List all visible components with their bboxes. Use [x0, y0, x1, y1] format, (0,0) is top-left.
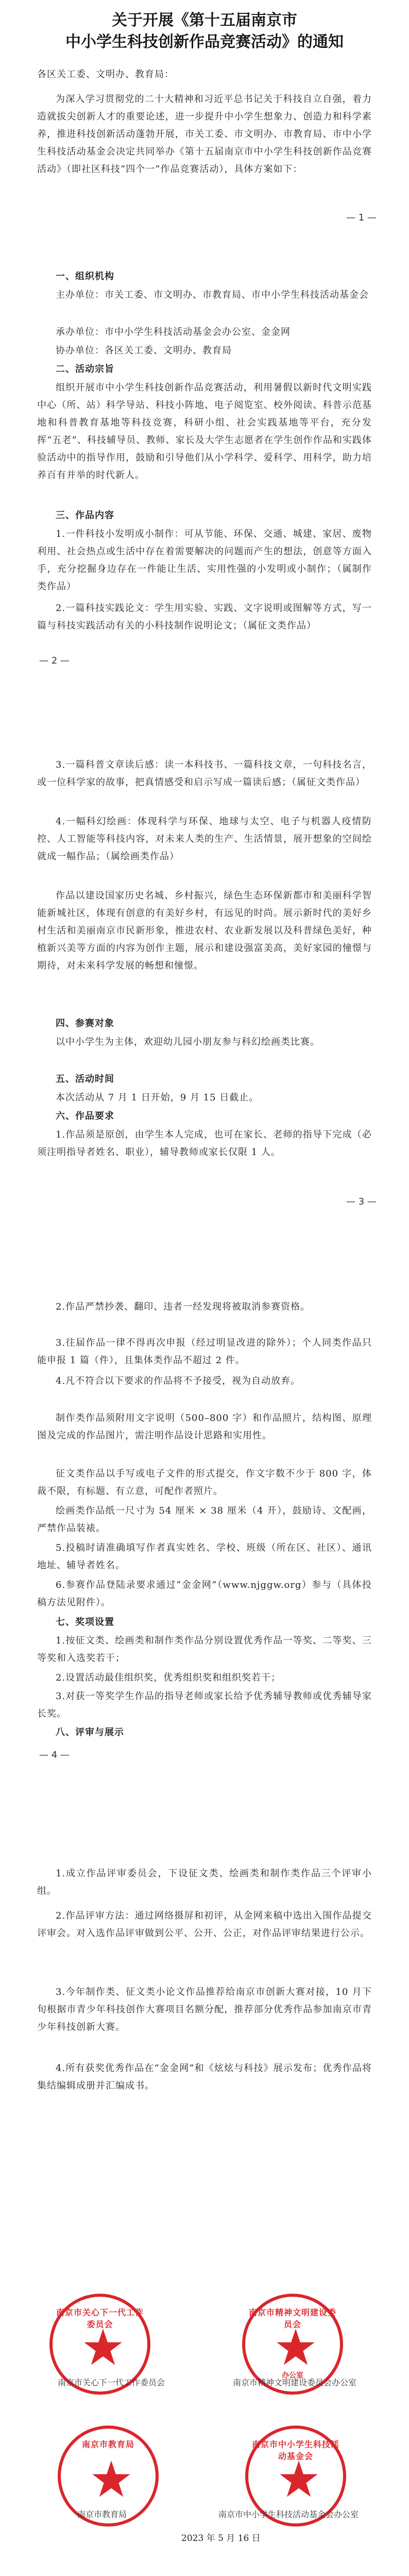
requirement-4-production: 制作类作品须附用文字说明（500–800 字）和作品照片，结构图、原理图及完成的作品图片，需注明作品设计思路和实用性。 [37, 1413, 372, 1441]
section-heading-review: 八、评审与展示 [56, 1727, 124, 1738]
purpose-paragraph: 组织开展市中小学生科技创新作品竞赛活动，利用暑假以新时代文明实践中心（所、站）科学导站、科技小阵地、电子阅览室、校外阅读、科普示范基地和科普教育基地等科技竞赛，科研小组、社会实践基地等平台，充分发挥“五老”、科技辅导员、教师、家长及大学生志愿者在学生创作作品和实践体验活动中的指导作用，鼓励和引导他们从小学科学、爱科学、用科学，助力培养百有并举的时代新人。 [37, 382, 372, 481]
requirement-6: 6.参赛作品登陆录要求通过“金金网”（www.njggw.org）参与（具体投稿方法见附件）。 [37, 1580, 372, 1608]
section-heading-content: 三、作品内容 [56, 510, 114, 521]
section-heading-purpose: 二、活动宗旨 [56, 364, 114, 375]
section-heading-participants: 四、参赛对象 [56, 1018, 114, 1029]
page-number-1: — 1 — [346, 212, 377, 223]
section-heading-organization: 一、组织机构 [56, 271, 114, 282]
star-icon [278, 2459, 319, 2500]
review-4: 4.所有获奖优秀作品在“金金网”和《炫炫与科技》展示发布；优秀作品将集结编辑成册并汇编成书。 [37, 2063, 372, 2091]
content-item-2: 2.一篇科技实践论文：学生用实验、实践、文字说明或图解等方式，写一篇与科技实践活动有关的小科技制作说明论文；（属征文类作品） [37, 603, 372, 631]
section-heading-awards: 七、奖项设置 [56, 1617, 114, 1628]
review-2: 2.作品评审方法：通过网络摄屏和初评，从金网来稿中选出入围作品提交评审会。对入选作品评审做到公平、公开、公正，对作品评审结果进行公示。 [37, 1910, 372, 1939]
requirement-4: 4.凡不符合以下要求的作品将不予接受，视为自动放弃。 [56, 1376, 301, 1386]
star-icon [91, 2459, 132, 2500]
review-3: 3.今年制作类、征文类小论文作品推荐给南京市创新大赛对接，10 月下旬根据市青少年科技创作大赛项目名额分配，推荐部分优秀作品参加南京市青少年科技创新大赛。 [37, 1987, 372, 2032]
theme-paragraph: 作品以建设国家历史名城、乡村振兴，绿色生态环保新都市和美丽科学智能新城社区，体现有创意的有美好乡村，有远见的时尚。展示新时代的美好乡村生活和美丽南京市民新形象，推进农村、农业新发展以及科普绿色美好，种植新兴美等方面的内容为创作主题，展示和建设强富美高，美好家园的憧憬与期待，对未来科学发展的畅想和憧憬。 [37, 890, 372, 971]
requirement-5: 5.投稿时请准确填写作者真实姓名、学校、班级（所在区、社区）、通讯地址、辅导者姓名。 [37, 1543, 372, 1571]
requirement-4-painting: 绘画类作品纸一尺寸为 54 厘米 × 38 厘米（4 开），鼓励诗、文配画，严禁作品装裱。 [37, 1505, 372, 1534]
page-number-3: — 3 — [346, 1196, 377, 1207]
seal-text: 南京市精神文明建设委员会 [248, 2308, 336, 2329]
content-item-3: 3.一篇科普文章读后感：读一本科技书、一篇科技文章，一句科技名言，或一位科学家的故事，把真情感受和启示写成一篇读后感；（属征文类作品） [37, 759, 372, 788]
document-title-line-2: 中小学生科技创新作品竞赛活动》的通知 [65, 33, 344, 51]
org-name-science-foundation: 南京市中小学生科技活动基金会办公室 [218, 2510, 359, 2519]
content-item-4: 4.一幅科幻绘画：体现科学与环保、地球与太空、电子与机器人疫情防控、人工智能等科技内容，对未来人类的生产、生活情景，展开想象的空间绘就成一幅作品；（属绘画类作品） [37, 816, 372, 862]
org-name-education-bureau: 南京市教育局 [77, 2510, 127, 2519]
page-number-2: — 2 — [39, 655, 70, 666]
star-icon [82, 2327, 124, 2368]
seal-text: 南京市中小学生科技活动基金会 [251, 2439, 339, 2461]
section-heading-requirements: 六、作品要求 [56, 1111, 114, 1122]
sponsors-text: 主办单位：市关工委、市文明办、市教育局、市中小学生科技活动基金会 [56, 290, 369, 300]
salutation: 各区关工委、文明办、教育局： [37, 69, 174, 80]
time-text: 本次活动从 7 月 1 日开始，9 月 15 日截止。 [56, 1092, 259, 1103]
requirement-3: 3.往届作品一律不得再次申报（经过明显改进的除外）；个人同类作品只能申报 1 篇（件），且集体类作品不超过 2 件。 [37, 1337, 372, 1366]
star-icon [275, 2327, 316, 2368]
page-number-4: — 4 — [39, 1750, 70, 1760]
org-name-civilization-office: 南京市精神文明建设委员会办公室 [233, 2378, 357, 2387]
content-item-1: 1.一件科技小发明或小制作：可从节能、环保、交通、城建、家居、废物利用、社会热点或生活中存在着需要解决的问题而产生的想法，创意等方面入手，充分挖掘身边存在一件能让生活、实用性强的小发明或小制作；（属制作类作品） [37, 529, 372, 592]
org-name-care-committee: 南京市关心下一代工作委员会 [58, 2378, 165, 2387]
award-3: 3.对获一等奖学生作品的指导老师或家长给予优秀辅导教师或优秀辅导家长奖。 [37, 1691, 372, 1719]
review-1: 1.成立作品评审委员会，下设征文类、绘画类和制作类作品三个评审小组。 [37, 1868, 372, 1896]
document-title-line-1: 关于开展《第十五届南京市 [112, 11, 297, 29]
seal-text: 南京市关心下一代工作委员会 [56, 2308, 144, 2329]
award-2: 2.设置活动最佳组织奖，优秀组织奖和组织奖若干； [56, 1672, 281, 1683]
intro-paragraph: 为深入学习贯彻党的二十大精神和习近平总书记关于科技自立自强，着力造就拔尖创新人才的重要论述，进一步提升中小学生想象力、创造力和科学素养，推进科技创新活动蓬勃开展，市关工委、市文明办、市教育局、市中小学生科技活动基金会决定共同举办《第十五届南京市中小学生科技创新作品竞赛活动》（即社区科技“四个一”作品竞赛活动），具体方案如下： [37, 94, 372, 175]
seal-text: 南京市教育局 [81, 2439, 134, 2449]
requirement-1: 1.作品须是原创，由学生本人完成，也可在家长、老师的指导下完成（必须注明指导者姓名、职业），辅导教师或家长仅限 1 人。 [37, 1129, 372, 1158]
requirement-2: 2.作品严禁抄袭、翻印、违者一经发现将被取消参赛资格。 [56, 1301, 311, 1312]
participants-text: 以中小学生为主体，欢迎幼儿园小朋友参与科幻绘画类比赛。 [56, 1037, 320, 1047]
award-1: 1.按征文类、绘画类和制作类作品分别设置优秀作品一等奖、二等奖、三等奖和入选奖若干； [37, 1635, 372, 1664]
section-heading-time: 五、活动时间 [56, 1074, 114, 1084]
requirement-4-essay: 征文类作品以手写或电子文件的形式提交，作文字数不少于 800 字，体裁不限，有标题、有立意，可配作者照片。 [37, 1468, 372, 1497]
organizer-text: 承办单位：市中小学生科技活动基金会办公室、金金网 [56, 327, 291, 337]
issue-date: 2023 年 5 月 16 日 [181, 2533, 261, 2544]
seal-text-bottom: 办公室 [282, 2371, 303, 2380]
co-organizer-text: 协办单位：各区关工委、文明办、教育局 [56, 345, 232, 356]
